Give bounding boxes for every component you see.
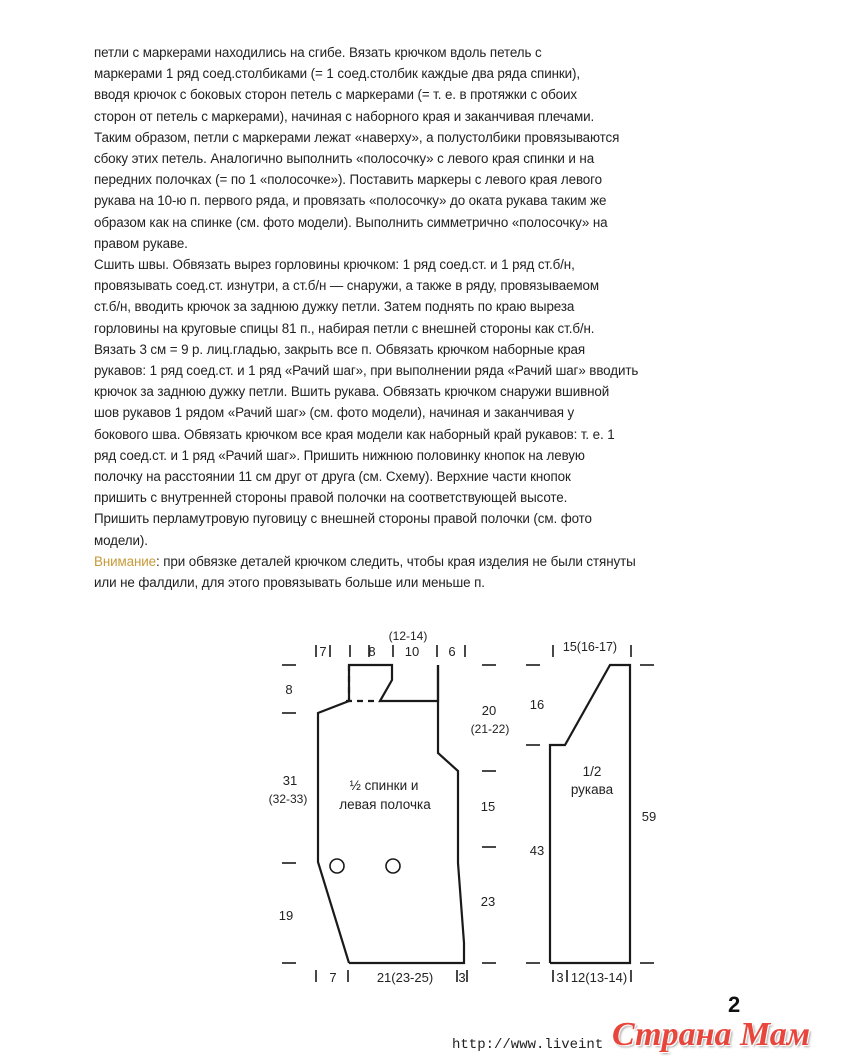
text-line: Пришить перламутровую пуговицу с внешней стороны правой полочки (см. фото [94,511,592,527]
tick-marks [282,645,657,982]
text-line: рукавов: 1 ряд соед.ст. и 1 ряд «Рачий шаг», при выполнении ряда «Рачий шаг» вводить [94,363,639,379]
sleeve-dim-16: 16 [529,697,545,712]
dim-top-7: 7 [319,644,327,659]
snap-markers [330,859,400,873]
page-number: 2 [728,992,741,1017]
text-line: крючок за заднюю дужку петли. Вшить рукава. Обвязать крючком снаружи вшивной [94,384,610,400]
dim-bottom-3: 3 [458,970,466,985]
text-line: горловины на круговые спицы 81 п., набирая петли с внешней стороны как ст.б/н. [94,320,595,336]
text-line: ст.б/н, вводить крючок за заднюю дужку петли. Затем поднять по краю выреза [94,299,575,315]
dim-left-19: 19 [278,908,294,923]
snap-circle [330,859,344,873]
text-line: полочку на расстоянии 11 см друг от друга (см. Схему). Верхние части кнопок [94,469,571,485]
back-piece-label-2: левая полочка [339,797,431,812]
sleeve-dim-top: 15(16-17) [562,640,618,654]
dim-bottom-7: 7 [329,970,337,985]
snap-circle [386,859,400,873]
text-line: пришить с внутренней стороны правой полочки на соответствующей высоте. [94,490,568,506]
text-line: петли с маркерами находились на сгибе. Вязать крючком вдоль петель с [94,45,542,60]
back-piece-label: ½ спинки и [349,778,419,793]
text-line: сторон от петель с маркерами), начиная с наборного края и заканчивая плечами. [94,108,595,124]
dim-top-10: 10 [404,644,420,659]
back-piece-outline [318,665,464,963]
sleeve-piece-outline [550,665,630,963]
sleeve-dim-59: 59 [641,809,657,824]
dim-right-20: 20 [481,703,497,718]
text-line: ряд соед.ст. и 1 ряд «Рачий шаг». Пришить нижнюю половинку кнопок на левую [94,447,585,463]
watermark-logo: Страна Мам [612,1016,811,1053]
text-line: модели). [94,532,148,548]
dim-right-20-alt: (21-22) [470,722,510,736]
dim-left-31: 31 [282,773,298,788]
text-line: Сшить швы. Обвязать вырез горловины крючком: 1 ряд соед.ст. и 1 ряд ст.б/н, [94,257,575,273]
sleeve-dim-bottom-3: 3 [556,970,564,985]
text-line: образом как на спинке (см. фото модели). Выполнить симметрично «полосочку» на [94,214,608,230]
text-line: маркерами 1 ряд соед.столбиками (= 1 соед.столбик каждые два ряда спинки), [94,66,580,82]
text-line: правом рукаве. [94,235,188,251]
dim-right-15: 15 [480,799,496,814]
text-line: Вязать 3 см = 9 р. лиц.гладью, закрыть все п. Обвязать крючком наборные края [94,341,586,357]
attention-line-2: или не фалдили, для этого провязывать больше или меньше п. [94,575,485,591]
footer-url: http://www.liveint [452,1037,604,1053]
text-line: бокового шва. Обвязать крючком все края модели как наборный край рукавов: т. е. 1 [94,426,615,442]
text-line: рукава на 10-ю п. первого ряда, и провязать «полосочку» до оката рукава таким же [94,193,607,209]
dim-right-23: 23 [480,894,496,909]
sleeve-dim-43: 43 [529,843,545,858]
pattern-schema [0,600,850,1000]
dim-top-6: 6 [448,644,456,659]
sleeve-dim-bottom-12: 12(13-14) [570,970,628,985]
sleeve-label-2: рукава [570,782,614,797]
text-line: вводя крючок с боковых сторон петель с маркерами (= т. е. в протяжки с обоих [94,87,577,103]
attention-line [94,551,774,572]
attention-text: : при обвязке деталей крючком следить, чтобы края изделия не были стянуты [155,553,636,569]
instructions-text [94,42,774,593]
dim-top-alt: (12-14) [388,629,428,643]
attention-label: Внимание [94,553,156,569]
dim-top-8: 8 [368,644,376,659]
dim-left-31-alt: (32-33) [268,792,308,806]
text-line: сбоку этих петель. Аналогично выполнить «полосочку» с левого края спинки и на [94,151,595,167]
dim-left-8: 8 [285,682,293,697]
dim-bottom-21: 21(23-25) [376,970,434,985]
sleeve-label: 1/2 [582,764,602,779]
text-line: провязывать соед.ст. изнутри, а ст.б/н — снаружи, а также в ряду, провязываемом [94,278,599,294]
text-line: передних полочках (= по 1 «полосочке»). Поставить маркеры с левого края левого [94,172,602,188]
text-line: шов рукавов 1 рядом «Рачий шаг» (см. фото модели), начиная и заканчивая у [94,405,575,421]
text-line: Таким образом, петли с маркерами лежат «наверху», а полустолбики провязываются [94,129,620,145]
